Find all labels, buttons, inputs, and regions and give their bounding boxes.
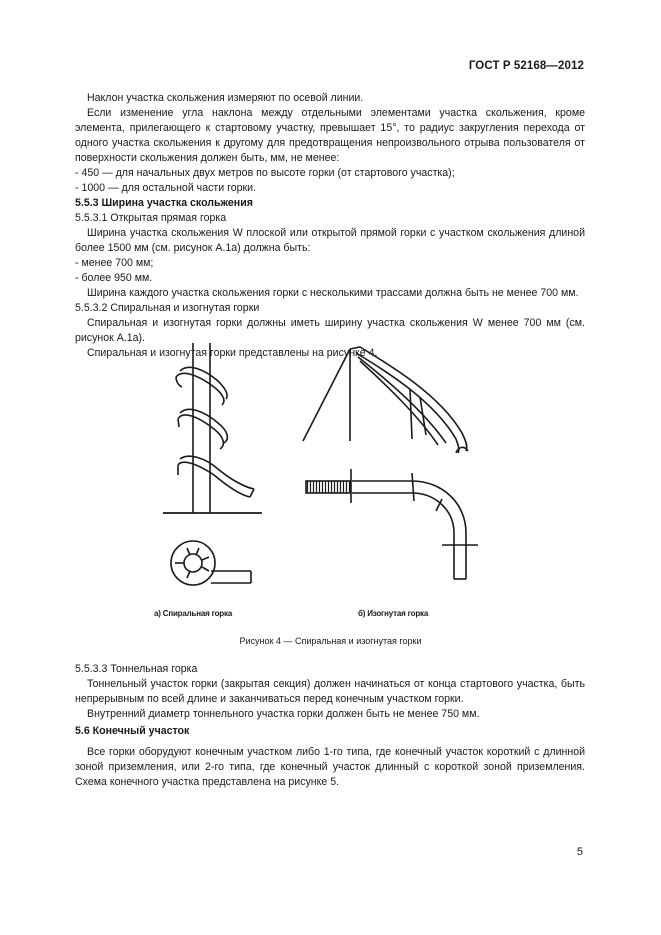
paragraph-multitrack-width: Ширина каждого участка скольжения горки с несколькими трассами должна быть не менее 700 мм.	[87, 287, 579, 299]
heading-5-5-3: 5.5.3 Ширина участка скольжения	[75, 197, 253, 209]
heading-5-6: 5.6 Конечный участок	[75, 725, 190, 737]
list-item-more-950: - более 950 мм.	[75, 272, 153, 284]
figure-caption: Рисунок 4 — Спиральная и изогнутая горки	[239, 636, 422, 646]
figure-4	[0, 335, 661, 655]
page-number: 5	[576, 846, 583, 858]
list-item-450: - 450 — для начальных двух метров по высоте горки (от стартового участка);	[75, 167, 455, 179]
figure-label-spiral: а) Спиральная горка	[154, 609, 233, 618]
paragraph-open-straight-width: Ширина участка скольжения W плоской или открытой прямой горки с участком скольжения длиной более 1500 мм (см. рисунок А.1а) должна быть:	[75, 227, 585, 254]
paragraph-slope-measure: Наклон участка скольжения измеряют по осевой линии.	[87, 92, 364, 104]
document-header: ГОСТ Р 52168—2012	[468, 60, 584, 72]
heading-5-5-3-2: 5.5.3.2 Спиральная и изогнутая горки	[75, 302, 260, 314]
spiral-slide-elevation	[163, 343, 262, 513]
figure-4-drawing	[0, 335, 661, 655]
section-5-6-text	[75, 724, 585, 790]
heading-5-5-3-1: 5.5.3.1 Открытая прямая горка	[75, 212, 227, 224]
section-5-5-text	[75, 91, 585, 361]
paragraph-angle-change: Если изменение угла наклона между отдельными элементами участка скольжения, кроме элемента, прилегающего к стартовому участку, превышает 15°, то радиус закругления перехода от одного участка скольжения к другому для предотвращения непроизвольного отрыва пользователя от поверхности скольжения должен быть, мм, не менее:	[75, 107, 585, 164]
list-item-less-700: - менее 700 мм;	[75, 257, 154, 269]
heading-5-5-3-3: 5.5.3.3 Тоннельная горка	[75, 663, 198, 675]
curved-slide-elevation	[303, 347, 468, 453]
spiral-slide-plan	[171, 541, 251, 585]
curved-slide-plan	[306, 469, 478, 579]
paragraph-tunnel-section: Тоннельный участок горки (закрытая секция) должен начинаться от конца стартового участка, быть непрерывным по всей длине и заканчиваться перед конечным участком горки.	[75, 678, 585, 705]
paragraph-end-section: Все горки оборудуют конечным участком либо 1-го типа, где конечный участок короткий с длинной зоной приземления, или 2-го типа, где конечный участок длинный с короткой зоной приземления. Схема конечного участка представлена на рисунке 5.	[75, 746, 585, 788]
list-item-1000: - 1000 — для остальной части горки.	[75, 182, 257, 194]
paragraph-spiral-width: Спиральная и изогнутая горки должны иметь ширину участка скольжения W менее 700 мм (см. рисунок А.1а).	[75, 317, 585, 344]
paragraph-figure-reference: Спиральная и изогнутая горки представлены на рисунке 4.	[87, 347, 378, 359]
figure-label-curved: б) Изогнутая горка	[358, 609, 429, 618]
section-5-5-3-3-text	[75, 662, 585, 722]
paragraph-tunnel-diameter: Внутренний диаметр тоннельного участка горки должен быть не менее 750 мм.	[87, 708, 480, 720]
